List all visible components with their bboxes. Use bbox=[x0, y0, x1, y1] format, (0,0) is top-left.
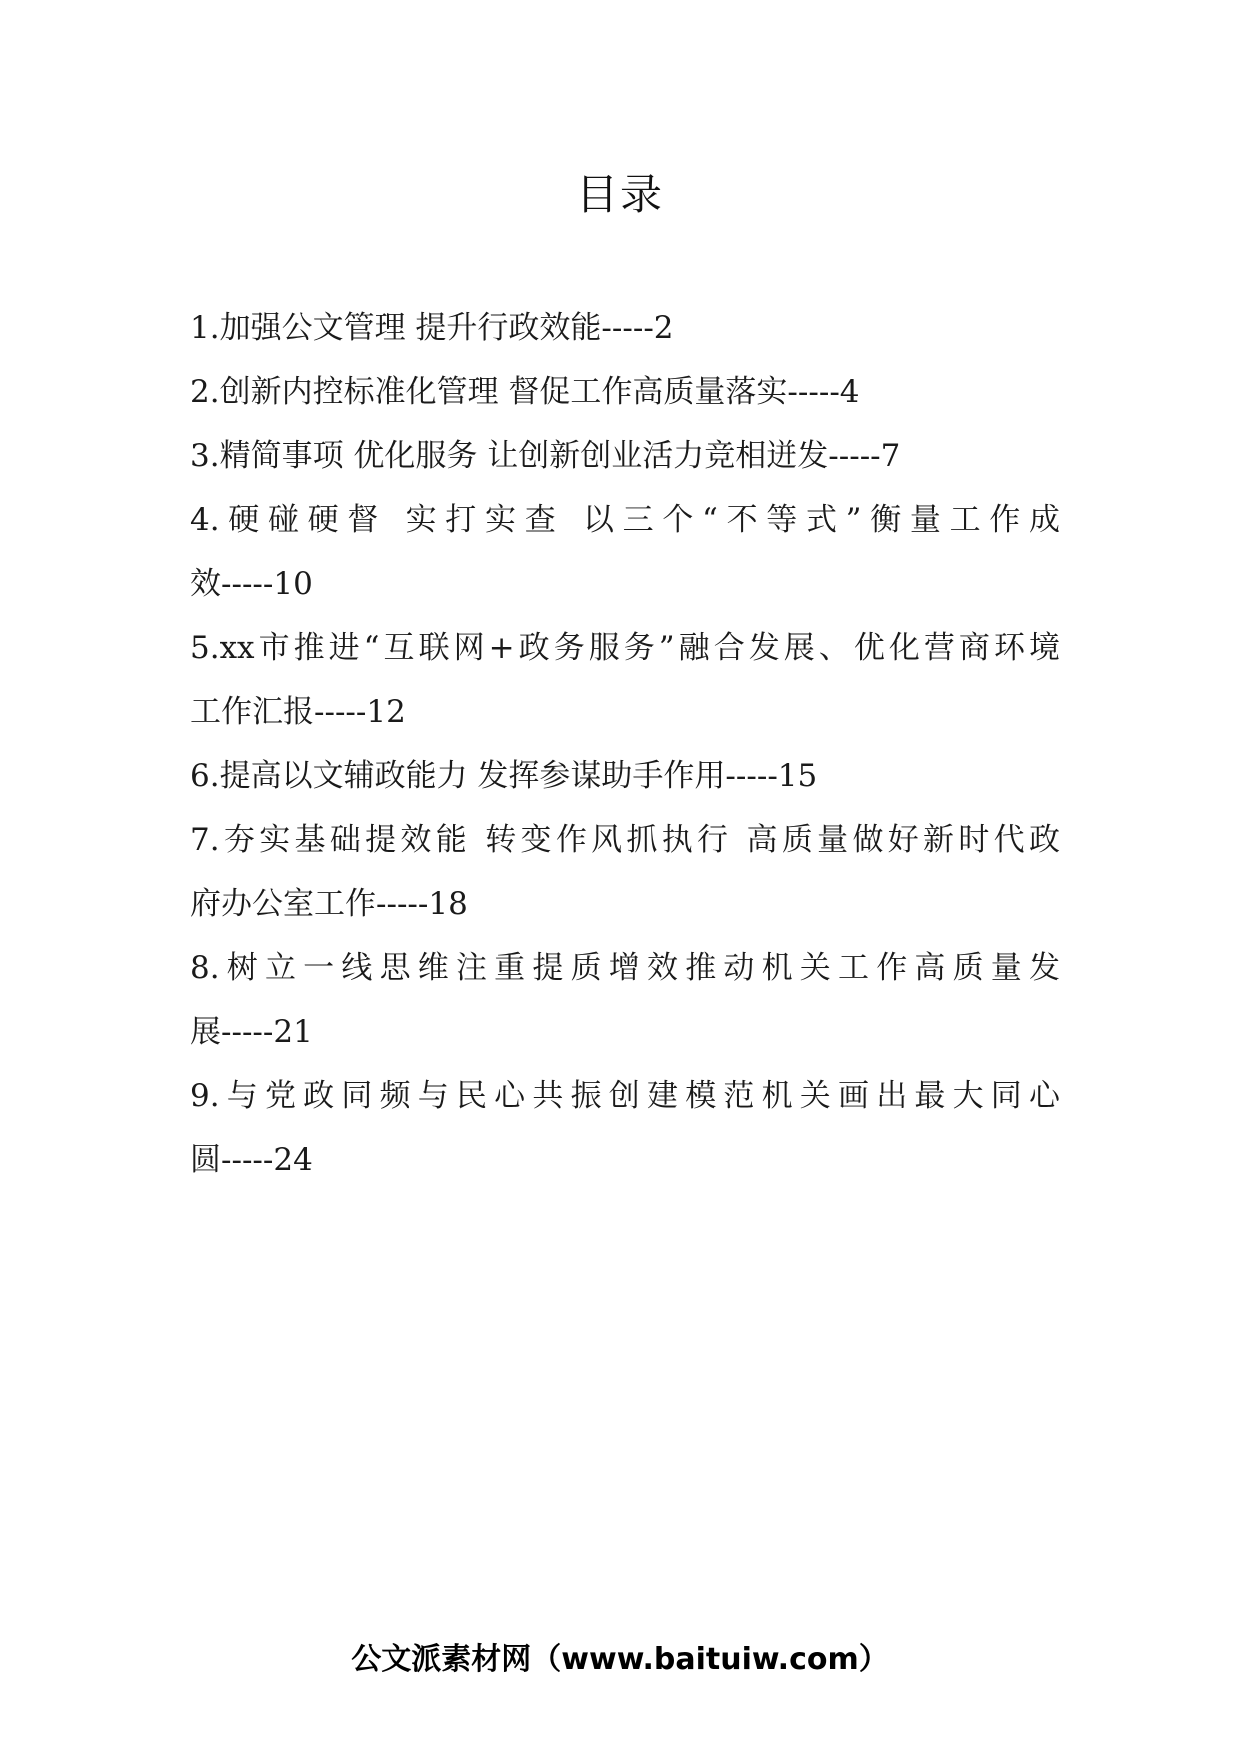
toc-entry-8-line-1[interactable]: 8.树立一线思维注重提质增效推动机关工作高质量发 bbox=[190, 950, 1060, 986]
toc-entry-1[interactable]: 1.加强公文管理 提升行政效能-----2 bbox=[190, 310, 674, 346]
page-title: 目录 bbox=[575, 170, 664, 219]
toc-entry-2[interactable]: 2.创新内控标准化管理 督促工作高质量落实-----4 bbox=[190, 374, 860, 410]
toc-entry-9-line-1[interactable]: 9.与党政同频与民心共振创建模范机关画出最大同心 bbox=[190, 1078, 1060, 1114]
toc-entry-5-line-1[interactable]: 5.xx市推进“互联网+政务服务”融合发展、优化营商环境 bbox=[190, 630, 1060, 666]
toc-entry-4-line-1[interactable]: 4.硬碰硬督 实打实查 以三个“不等式”衡量工作成 bbox=[190, 502, 1060, 538]
toc-entry-7-line-2[interactable]: 府办公室工作-----18 bbox=[190, 886, 468, 922]
toc-entry-5-line-2[interactable]: 工作汇报-----12 bbox=[190, 694, 406, 730]
toc-entry-8-line-2[interactable]: 展-----21 bbox=[190, 1014, 313, 1050]
toc-entry-9-line-2[interactable]: 圆-----24 bbox=[190, 1142, 313, 1178]
toc-entry-4-line-2[interactable]: 效-----10 bbox=[190, 566, 313, 602]
toc-entry-6[interactable]: 6.提高以文辅政能力 发挥参谋助手作用-----15 bbox=[190, 758, 818, 794]
footer-watermark: 公文派素材网（www.baituiw.com） bbox=[351, 1642, 889, 1677]
toc-entry-7-line-1[interactable]: 7.夯实基础提效能 转变作风抓执行 高质量做好新时代政 bbox=[190, 822, 1060, 858]
table-of-contents bbox=[190, 296, 1060, 1192]
toc-entry-3[interactable]: 3.精简事项 优化服务 让创新创业活力竞相迸发-----7 bbox=[190, 438, 901, 474]
